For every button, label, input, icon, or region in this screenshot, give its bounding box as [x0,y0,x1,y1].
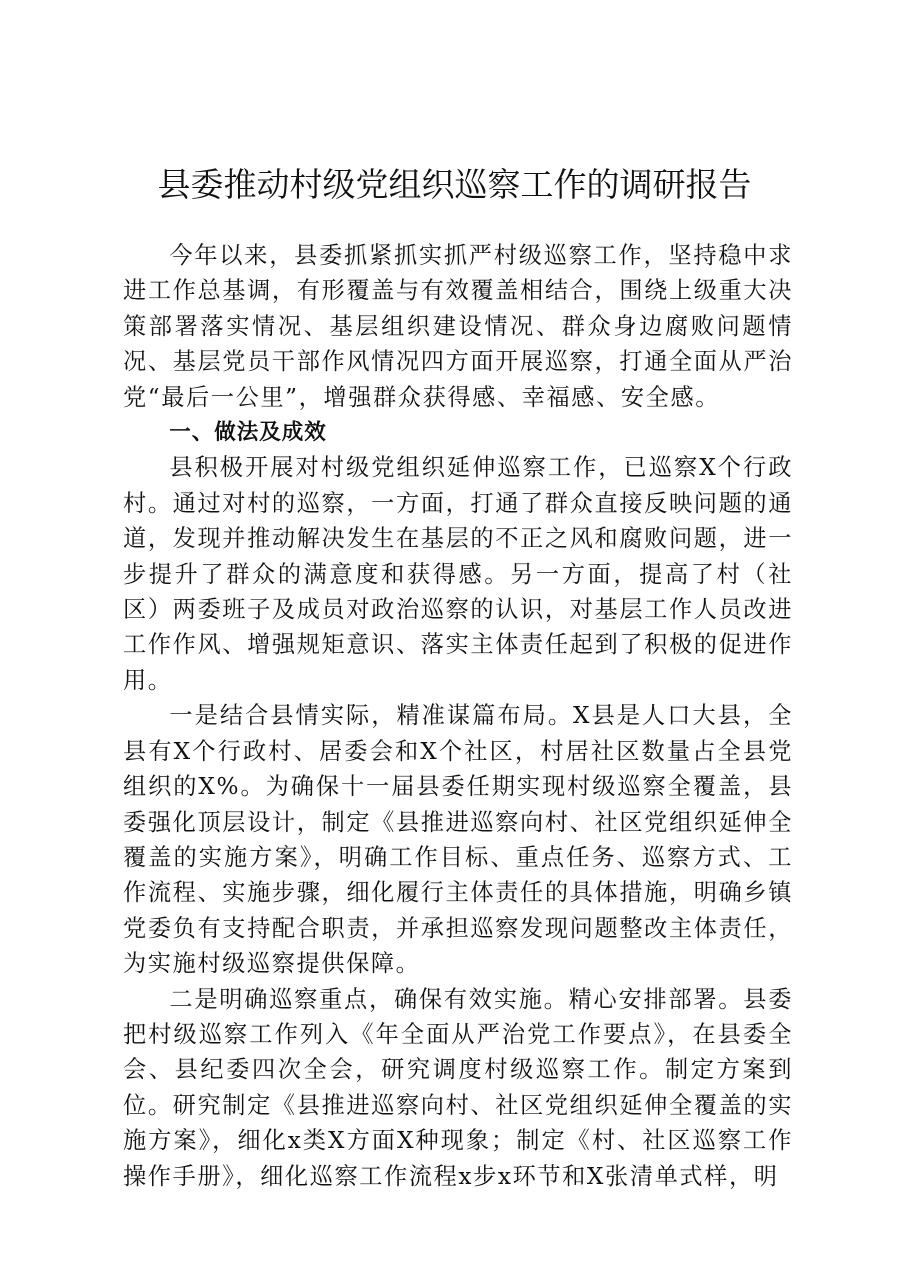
document-title: 县委推动村级党组织巡察工作的调研报告 [157,165,752,204]
body-paragraph: 一是结合县情实际，精准谋篇布局。X县是人口大县，全县有X个行政村、居委会和X个社区，村居社区数量占全县党组织的X%。为确保十一届县委任期实现村级巡察全覆盖，县委强化顶层设计，制定《县推进巡察向村、社区党组织延伸全覆盖的实施方案》，明确工作目标、重点任务、巡察方式、工作流程、实施步骤，细化履行主体责任的具体措施，明确乡镇党委负有支持配合职责，并承担巡察发现问题整改主体责任，为实施村级巡察提供保障。 [123,702,793,978]
body-paragraph: 二是明确巡察重点，确保有效实施。精心安排部署。县委把村级巡察工作列入《年全面从严治党工作要点》，在县委全会、县纪委四次全会，研究调度村级巡察工作。制定方案到位。研究制定《县推进巡察向村、社区党组织延伸全覆盖的实施方案》，细化x类X方面X种现象；制定《村、社区巡察工作操作手册》，细化巡察工作流程x步x环节和X张清单式样，明 [123,985,793,1190]
body-paragraph: 县积极开展对村级党组织延伸巡察工作，已巡察X个行政村。通过对村的巡察，一方面，打通了群众直接反映问题的通道，发现并推动解决发生在基层的不正之风和腐败问题，进一步提升了群众的满意度和获得感。另一方面，提高了村（社区）两委班子及成员对政治巡察的认识，对基层工作人员改进工作作风、增强规矩意识、落实主体责任起到了积极的促进作用。 [123,454,793,694]
document-body [123,238,793,1194]
section-heading: 一、做法及成效 [169,420,327,446]
intro-paragraph: 今年以来，县委抓紧抓实抓严村级巡察工作，坚持稳中求进工作总基调，有形覆盖与有效覆盖相结合，围绕上级重大决策部署落实情况、基层组织建设情况、群众身边腐败问题情况、基层党员干部作风情况四方面开展巡察，打通全面从严治党“最后一公里”，增强群众获得感、幸福感、安全感。 [123,242,793,411]
